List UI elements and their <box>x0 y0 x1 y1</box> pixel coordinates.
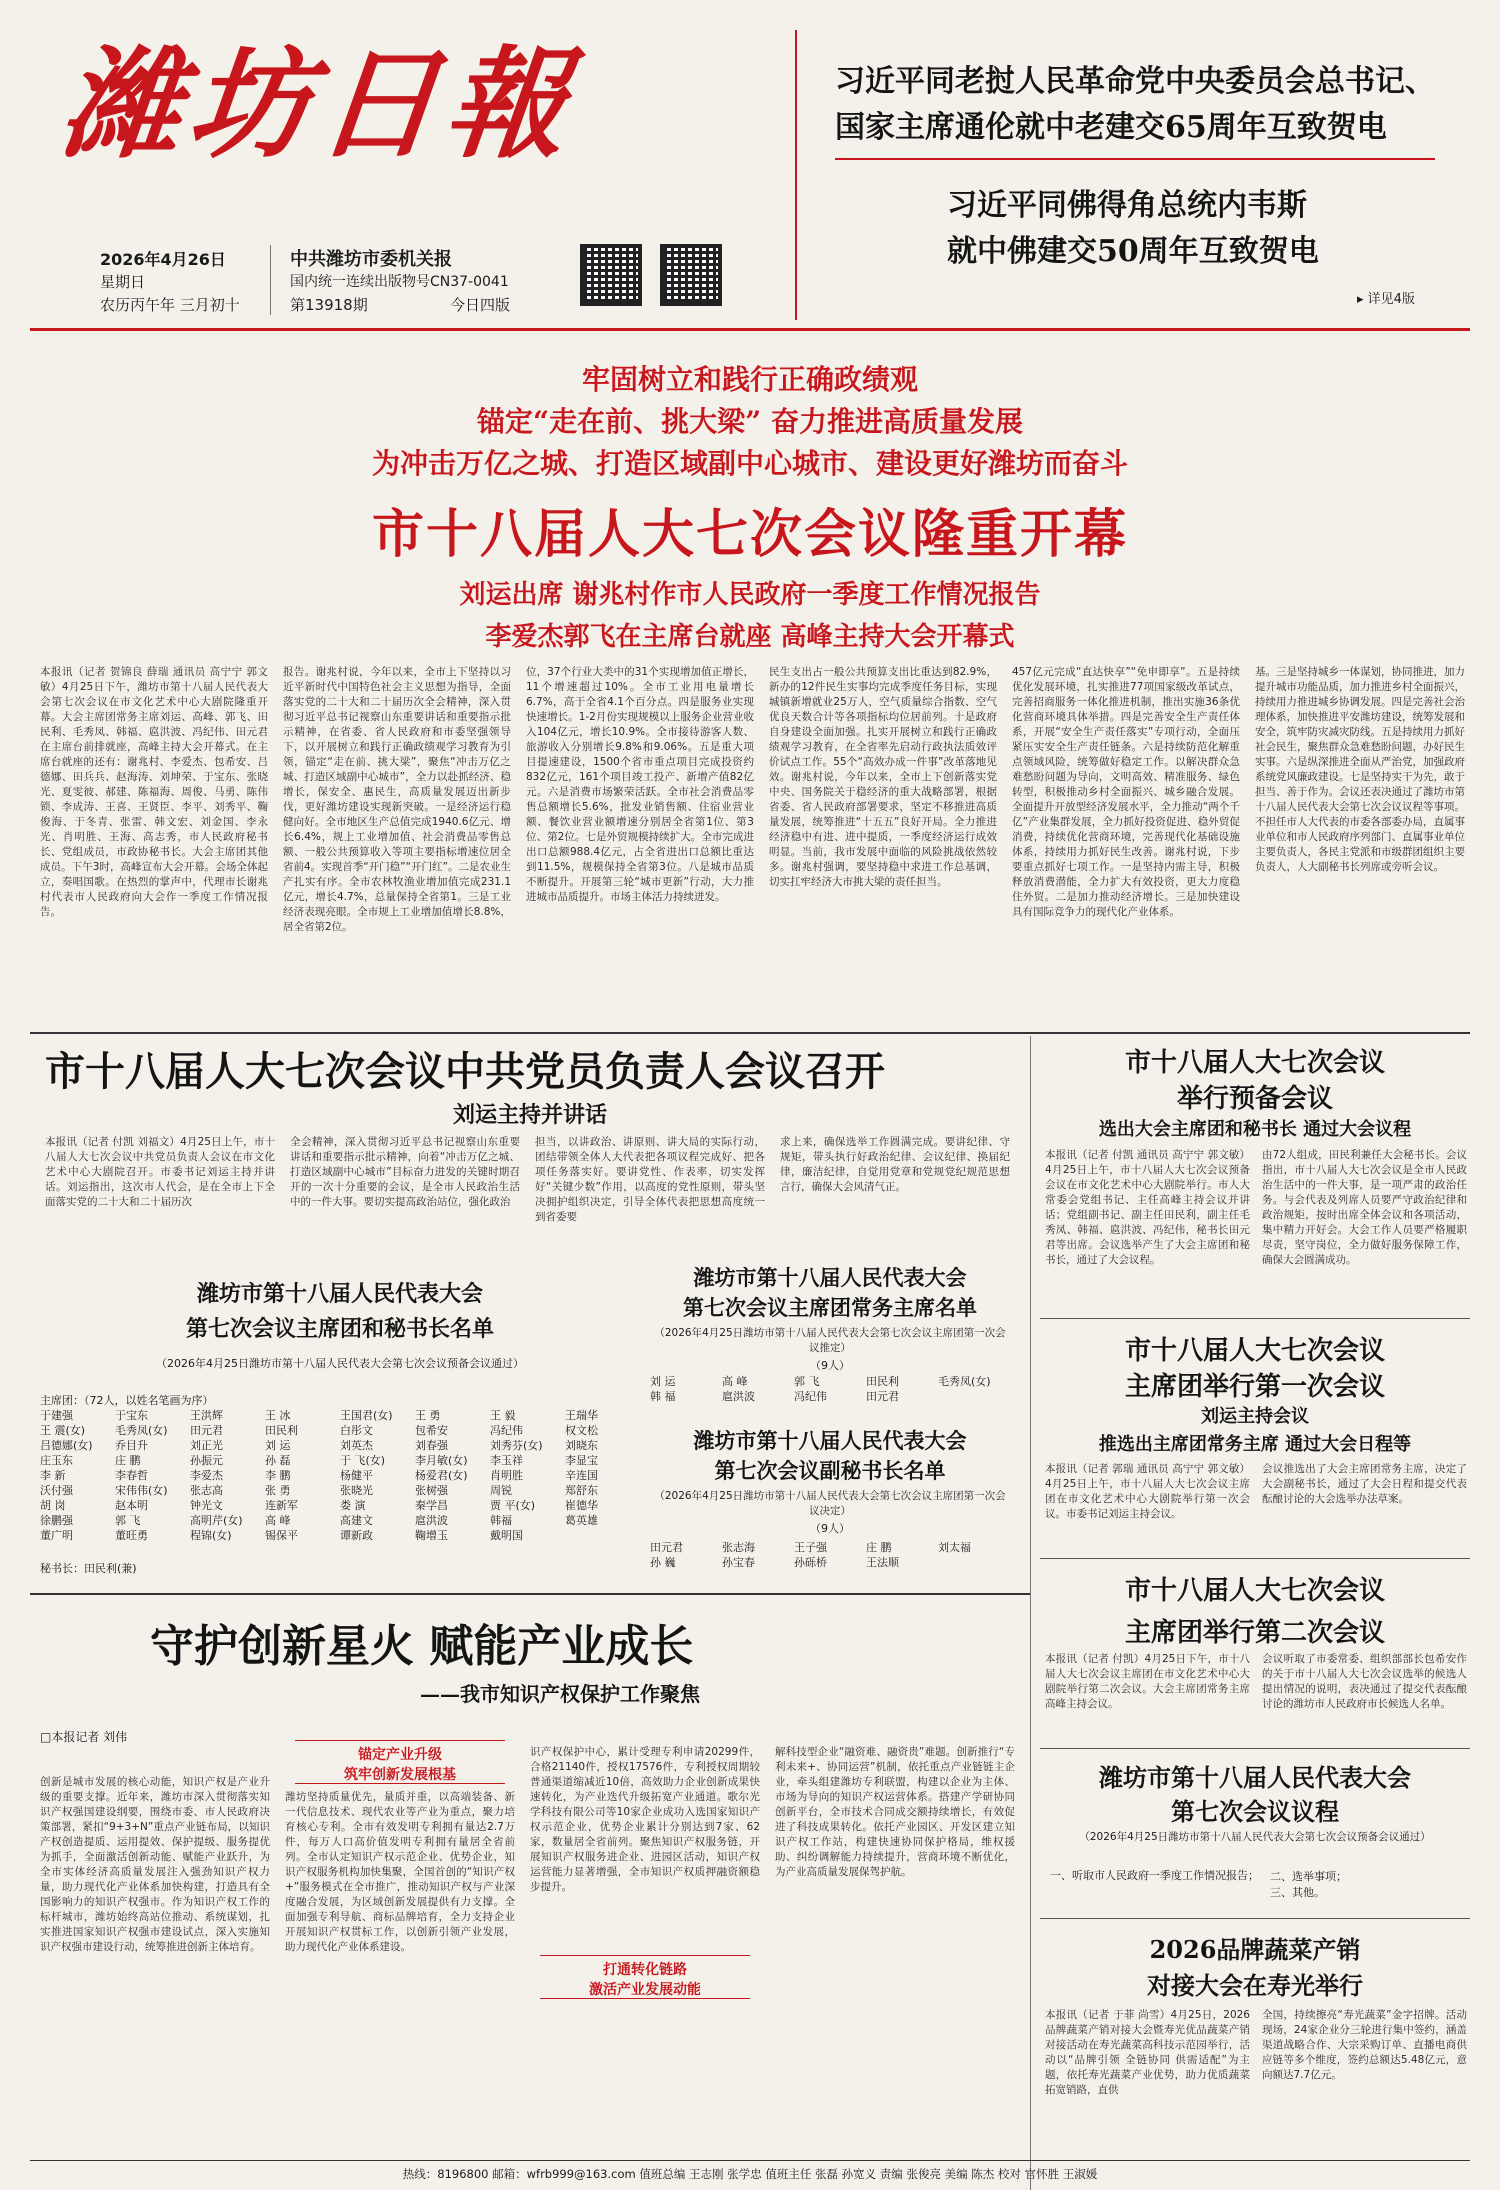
newspaper-logo: 濰坊日報 <box>54 34 582 175</box>
presidium-list-title-2: 第七次会议主席团和秘书长名单 <box>185 1316 494 1342</box>
name-entry: 锡保平 <box>265 1529 298 1542</box>
name-entry: 徐鹏强 <box>40 1514 73 1527</box>
name-entry: 田元君 <box>866 1390 899 1403</box>
name-entry: 刘晓东 <box>565 1439 598 1452</box>
deputy-secretaries-count: （9人） <box>810 1522 850 1535</box>
name-entry: 张 勇 <box>265 1484 291 1497</box>
name-entry: 王国君(女) <box>340 1409 393 1422</box>
name-entry: 庄 鹏 <box>115 1454 141 1467</box>
presidium-second-col-2: 会议听取了市委常委、组织部部长包希安作的关于市十八届人大七次会议选举的候选人提出情况的说明，表决通过了提交代表酝酿讨论的潍坊市人民政府市长候选人名单。 <box>1262 1653 1467 1710</box>
ip-box-2-line2: 激活产业发展动能 <box>589 1982 701 1998</box>
name-entry: 白彤文 <box>340 1424 373 1437</box>
name-entry: 胡 岗 <box>40 1499 66 1512</box>
presidium-list-lead: 主席团：（72人，以姓名笔画为序） <box>40 1394 214 1407</box>
name-entry: 李春哲 <box>115 1469 148 1482</box>
agenda-item-3: 三、其他。 <box>1270 1886 1325 1899</box>
lead-col-3: 位，37个行业大类中的31个实现增加值正增长，11个增速超过10%。全市工业用电量增长6.7%，高于全省4.1个百分点。四是服务业实现快速增长。1-2月份实现规模以上服务企业营业收入104亿元，增长10.9%。全市接待游客人数、旅游收入分别增长9.8%和9.06%。五是重大项目提速建设，1500个省市重点项目完成投资约832亿元，161个项目竣工投产、新增产值82亿元。六是消费市场繁荣活跃。全市社会消费品零售总额增长5.6%，批发业销售额、住宿业营业额、餐饮业营业额增速分别居全省第1位、第3位、第2位。七是外贸规模持续扩大。全市完成进出口总额988.4亿元，占全省进出口总额比重达到11.5%，规模保持全省第3位。八是城市品质不断提升。开展第三轮“城市更新”行动，大力推进城市品质提升。市场主体活力持续迸发。 <box>526 666 754 903</box>
name-entry: 连新军 <box>265 1499 298 1512</box>
name-entry: 高建文 <box>340 1514 373 1527</box>
party-col-2: 全会精神，深入贯彻习近平总书记视察山东重要讲话和重要指示批示精神，向着“冲击万亿之城、打造区域副中心城市”目标奋力进发的关键时期召开的一次十分重要的会议，是全市人民政治生活中的一件大事。要切实提高政治站位，强化政治 <box>290 1136 520 1208</box>
name-entry: 贾 平(女) <box>490 1499 536 1512</box>
name-entry: 刘秀芬(女) <box>490 1439 543 1452</box>
name-entry: 王法顺 <box>866 1556 899 1569</box>
name-entry: 孙砾桥 <box>794 1556 827 1569</box>
lead-kicker-3: 为冲击万亿之城、打造区域副中心城市、建设更好潍坊而奋斗 <box>371 447 1128 480</box>
cn-number: 国内统一连续出版物号CN37-0041 <box>290 274 509 290</box>
ip-col-1: 创新是城市发展的核心动能，知识产权是产业升级的重要支撑。近年来，潍坊市深入贯彻落实知识产权强国建设纲要，围绕市委、市人民政府决策部署，紧扣“9+3+N”重点产业链布局，以知识产权创造提质、运用提效、保护提级、服务提优为抓手，全面激活创新动能、赋能产业跃升，为全市实体经济高质量发展注入强劲知识产权力量，助力现代化产业体系加快构建，打造具有全国影响力的知识产权强市。作为知识产权工作的标杆城市，潍坊始终高站位推动、系统谋划，扎实推进国家知识产权强市建设试点，深入实施知识产权强市建设行动，统筹推进创新主体培育。 <box>40 1776 270 1953</box>
party-meeting-subtitle: 刘运主持并讲话 <box>452 1102 607 1128</box>
top-headline-line4: 就中佛建交50周年互致贺电 <box>947 234 1319 269</box>
name-entry: 刘 运 <box>650 1375 676 1388</box>
name-entry: 王子强 <box>794 1541 827 1554</box>
name-entry <box>565 1528 640 1543</box>
name-entry: 郑舒东 <box>565 1484 598 1497</box>
page-count: 今日四版 <box>450 296 511 314</box>
name-entry: 扈洪波 <box>415 1514 448 1527</box>
name-entry: 李爱杰 <box>190 1469 223 1482</box>
name-entry: 辛连国 <box>565 1469 598 1482</box>
name-entry: 孙振元 <box>190 1454 223 1467</box>
name-entry: 王 勇 <box>415 1409 441 1422</box>
name-entry: 韩 福 <box>650 1390 676 1403</box>
name-entry: 乔目升 <box>115 1439 148 1452</box>
presidium-second-col-1: 本报讯（记者 付凯）4月25日下午，市十八届人大七次会议主席团在市文化艺术中心大剧院举行第二次会议。大会主席团常务主席高峰主持会议。 <box>1045 1653 1250 1710</box>
ip-col-3: 识产权保护中心，累计受理专利申请20299件，合格21140件，授权17576件，专利授权周期较普通渠道缩减近10倍，高效助力企业创新成果快速转化，为产业迭代升级拓宽产业通道。歌尔光学科技有限公司等10家企业成功入选国家知识产权示范企业，优势企业累计分别达到7家、62家，数量居全省前列。聚焦知识产权服务链，开展知识产权服务进企业、进园区活动，知识产权运营能力显著增强，全市知识产权质押融资额稳步提升。 <box>530 1746 760 1893</box>
top-headline-line3: 习近平同佛得角总统内韦斯 <box>947 188 1307 223</box>
name-entry: 李月敏(女) <box>415 1454 468 1467</box>
agenda-title-2: 第七次会议议程 <box>1171 1797 1339 1826</box>
name-entry: 葛英雄 <box>565 1514 598 1527</box>
lead-col-5: 457亿元完成“直达快享”“免申即享”。五是持续优化发展环境，扎实推进77项国家级改革试点，完善招商服务一体化推进机制，推出实施36条优化营商环境具体举措。四是完善安全生产责任体系，开展“安全生产责任落实”专项行动，全面压紧压实安全生产责任链条。六是持续防范化解重点领域风险，统筹做好稳定工作。以解决群众急难愁盼问题为导向，文明高效、精准服务、绿色转型，积极推动乡村全面振兴、城乡融合发展。全面提升开放型经济发展水平，全力推动“两个千亿”产业集群发展，全力抓好投资促进、稳外贸促消费，持续优化营商环境，完善现代化基础设施体系，持续用力抓好民生改善。谢兆村说，下步要重点抓好七项工作。一是坚持内需主导，积极释放消费潜能，全力扩大有效投资，更大力度稳住外贸。二是加力推动经济增长。三是加快建设具有国际竞争力的现代化产业体系。 <box>1012 666 1240 918</box>
name-entry: 王 震(女) <box>40 1424 86 1437</box>
presidium-list-note: （2026年4月25日潍坊市第十八届人民代表大会第七次会议预备会议通过） <box>156 1357 524 1370</box>
name-entry: 肖明胜 <box>490 1469 523 1482</box>
name-entry: 戴明国 <box>490 1529 523 1542</box>
party-col-4: 求上来，确保选举工作圆满完成。要讲纪律、守规矩，带头执行好政治纪律、会议纪律、换届纪律，廉洁纪律，自觉用党章和党规党纪规范思想言行，确保大会风清气正。 <box>780 1136 1010 1193</box>
name-entry: 吕德娜(女) <box>40 1439 93 1452</box>
name-entry: 董广明 <box>40 1529 73 1542</box>
name-entry: 李 新 <box>40 1469 66 1482</box>
name-entry: 毛秀凤(女) <box>115 1424 168 1437</box>
lead-subtitle-2: 李爱杰郭飞在主席台就座 高峰主持大会开幕式 <box>485 622 1015 652</box>
name-entry: 李显宝 <box>565 1454 598 1467</box>
name-entry: 刘春强 <box>415 1439 448 1452</box>
name-entry: 冯纪伟 <box>490 1424 523 1437</box>
name-entry: 于宝东 <box>115 1409 148 1422</box>
presidium-first-col-1: 本报讯（记者 郭瑞 通讯员 高宁宁 郭文敏）4月25日上午，市十八届人大七次会议主席团在市文化艺术中心大剧院举行第一次会议。市委书记刘运主持会议。 <box>1045 1463 1250 1520</box>
issue-lunar-date: 农历丙午年 三月初十 <box>100 296 240 314</box>
lead-col-1: 本报讯（记者 贺锦良 薛瑞 通讯员 高宁宁 郭文敏）4月25日下午，潍坊市第十八届人民代表大会第七次会议在市文化艺术中心大剧院隆重开幕。大会主席团常务主席刘运、高峰、郭飞、田民利、毛秀凤、韩福、扈洪波、冯纪伟、田元君在主席台前排就座，高峰主持大会开幕式。在主席台就座的还有：谢兆村、李爱杰、包希安、吕德娜、田兵兵、赵海涛、刘坤荣、于宝东、张晓光、夏雯彼、郝建、陈福海、周俊、马勇、陈伟锁、李成涛、王喜、王贤臣、李平、刘秀平、鞠俊海、于冬青、张雷、韩文宏、刘金国、李永光、肖明胜、王海、高志秀，市人民政府秘书长、党组成员，市政协秘书长。大会主席团其他成员。下午3时，高峰宣布大会开幕。会场全体起立，奏唱国歌。在热烈的掌声中，代理市长谢兆村代表市人民政府向大会作一季度工作情况报告。 <box>40 666 268 918</box>
ip-col-4: 解科技型企业“融资难、融资贵”难题。创新推行“专利未来+、协同运营”机制，依托重点产业链链主企业，牵头组建潍坊专利联盟，构建以企业为主体、市场为导向的知识产权运营体系。搭建产学研协同创新平台，全市技术合同成交额持续增长，有效促进了科技成果转化。依托产业园区、开发区建立知识产权工作站，构建快速协同保护格局，维权援助、纠纷调解能力持续提升，营商环境不断优化，为产业高质量发展保驾护航。 <box>775 1746 1015 1878</box>
standing-chairs-note: （2026年4月25日潍坊市第十八届人民代表大会第七次会议主席团第一次会议推定） <box>654 1327 1006 1354</box>
name-entry: 权文松 <box>565 1424 598 1437</box>
standing-chairs-title-1: 潍坊市第十八届人民代表大会 <box>693 1265 967 1290</box>
deputy-secretaries-title-2: 第七次会议副秘书长名单 <box>714 1458 946 1483</box>
name-entry: 于 飞(女) <box>340 1454 386 1467</box>
name-entry: 高明芹(女) <box>190 1514 243 1527</box>
agenda-item-1: 一、听取市人民政府一季度工作情况报告； <box>1050 1869 1259 1882</box>
name-entry: 李 鹏 <box>265 1469 291 1482</box>
name-entry: 田元君 <box>650 1541 683 1554</box>
deputy-secretaries-note: （2026年4月25日潍坊市第十八届人民代表大会第七次会议主席团第一次会议决定） <box>654 1490 1006 1517</box>
name-entry: 冯纪伟 <box>794 1390 827 1403</box>
top-headline-line1: 习近平同老挝人民革命党中央委员会总书记、 <box>835 64 1435 99</box>
see-page-note[interactable]: ▸ 详见4版 <box>1357 292 1415 307</box>
ip-feature-title: 守护创新星火 赋能产业成长 <box>150 1621 694 1672</box>
name-entry: 王 冰 <box>265 1409 291 1422</box>
presidium-first-sub-2: 推选出主席团常务主席 通过大会日程等 <box>1098 1434 1412 1455</box>
party-meeting-title: 市十八届人大七次会议中共党员负责人会议召开 <box>45 1048 885 1095</box>
lead-col-6: 基。三是坚持城乡一体谋划，协同推进，加力提升城市功能品质，加力推进乡村全面振兴，持续用力推进城乡协调发展。四是完善社会治理体系，加快推进平安潍坊建设，统筹发展和安全，筑牢防灾减灾防线。五是持续用力抓好社会民生，聚焦群众急难愁盼问题，办好民生实事。六是纵深推进全面从严治党，加强政府系统党风廉政建设。七是坚持实干为先，敢于担当、善于作为。会议还表决通过了潍坊市第十八届人民代表大会第七次会议议程等事项。不担任市人大代表的市委各部委办局，直属事业单位和市人民政府序列部门、直属事业单位主要负责人，各民主党派和市级群团组织主要负责人，人大副秘书长列席或旁听会议。 <box>1255 666 1465 873</box>
name-entry: 刘 运 <box>265 1439 291 1452</box>
lead-title: 市十八届人大七次会议隆重开幕 <box>371 504 1128 565</box>
name-entry: 孙 磊 <box>265 1454 291 1467</box>
ip-feature-subtitle: ——我市知识产权保护工作聚焦 <box>420 1682 700 1706</box>
name-entry: 娄 演 <box>340 1499 366 1512</box>
name-entry: 王瑞华 <box>565 1409 598 1422</box>
deputy-secretaries-names <box>650 1540 1010 1570</box>
name-entry: 郭 飞 <box>115 1514 141 1527</box>
issue-weekday: 星期日 <box>100 273 146 291</box>
qr-code-2 <box>660 244 722 306</box>
presidium-second-title-1: 市十八届人大七次会议 <box>1124 1576 1385 1606</box>
name-entry: 崔德华 <box>565 1499 598 1512</box>
see-page-label: 详见4版 <box>1367 292 1415 307</box>
name-entry: 刘英杰 <box>340 1439 373 1452</box>
top-headline-line2: 国家主席通伦就中老建交65周年互致贺电 <box>835 110 1387 145</box>
footer-credits: 热线：8196800 邮箱：wfrb999@163.com 值班总编 王志刚 张学忠 值班主任 张磊 孙宽义 责编 张俊亮 美编 陈杰 校对 官怀胜 王淑媛 <box>402 2167 1098 2181</box>
name-entry: 秦学昌 <box>415 1499 448 1512</box>
agenda-note: （2026年4月25日潍坊市第十八届人民代表大会第七次会议预备会议通过） <box>1079 1831 1431 1843</box>
lead-kicker-1: 牢固树立和践行正确政绩观 <box>581 363 918 396</box>
vegetable-fair-col-2: 全国，持续擦亮“寿光蔬菜”金字招牌。活动现场，24家企业分三轮进行集中签约，涵盖渠道战略合作、大宗采购订单、直播电商供应链等多个维度，签约总额达5.48亿元，意向额达7.7亿元。 <box>1262 2009 1467 2081</box>
name-entry: 张志海 <box>722 1541 755 1554</box>
issue-number: 第13918期 <box>290 296 368 314</box>
prep-meeting-title-2: 举行预备会议 <box>1176 1084 1333 1114</box>
lead-kicker-2: 锚定“走在前、挑大梁” 奋力推进高质量发展 <box>477 405 1023 438</box>
prep-meeting-subtitle: 选出大会主席团和秘书长 通过大会议程 <box>1098 1119 1412 1140</box>
name-entry: 张晓光 <box>340 1484 373 1497</box>
party-col-1: 本报讯（记者 付凯 刘福文）4月25日上午，市十八届人大七次会议中共党员负责人会议在市文化艺术中心大剧院召开。市委书记刘运主持并讲话。刘运指出，这次市人代会，是在全市上下全面落实党的二十大和二十届历次 <box>45 1136 275 1208</box>
standing-chairs-count: （9人） <box>810 1359 850 1372</box>
ip-box-1-line1: 锚定产业升级 <box>358 1747 442 1763</box>
name-entry: 张树强 <box>415 1484 448 1497</box>
prep-meeting-col-2: 由72人组成，田民利兼任大会秘书长。会议指出，市十八届人大七次会议是全市人民政治生活中的一件大事，是一项严肃的政治任务。与会代表及列席人员要严守政治纪律和政治规矩，按时出席全体会议和各项活动，集中精力开好会。大会工作人员要严格履职尽责，坚守岗位，全力做好服务保障工作，确保大会圆满成功。 <box>1262 1149 1467 1266</box>
name-entry: 于建强 <box>40 1409 73 1422</box>
ip-col-2: 潍坊坚持质量优先，量质并重，以高端装备、新一代信息技术、现代农业等产业为重点，聚力培育核心专利。全市有效发明专利拥有量达2.7万件，每万人口高价值发明专利拥有量居全省前列。全市认定知识产权示范企业、优势企业，知识产权服务机构加快集聚，全国首创的“知识产权+”服务模式在全市推广，推动知识产权与产业深度融合发展，为区域创新发展提供有力支撑。全面加强专利导航、商标品牌培育，全力支持企业开展知识产权贯标工作，以创新引领产业发展，助力现代化产业体系建设。 <box>285 1791 515 1953</box>
prep-meeting-title-1: 市十八届人大七次会议 <box>1124 1048 1385 1078</box>
name-entry: 谭新政 <box>340 1529 373 1542</box>
name-entry <box>938 1555 1010 1570</box>
name-entry: 李玉祥 <box>490 1454 523 1467</box>
presidium-second-title-2: 主席团举行第二次会议 <box>1124 1618 1385 1648</box>
top-news-box <box>795 30 1465 320</box>
issue-date: 2026年4月26日 <box>100 250 226 269</box>
name-entry: 钟光文 <box>190 1499 223 1512</box>
vegetable-fair-title-1: 2026品牌蔬菜产销 <box>1149 1935 1361 1964</box>
name-entry: 赵本明 <box>115 1499 148 1512</box>
presidium-names <box>40 1408 640 1543</box>
name-entry: 田元君 <box>190 1424 223 1437</box>
vegetable-fair-col-1: 本报讯（记者 于菲 尚雪）4月25日，2026品牌蔬菜产销对接大会暨寿光优品蔬菜产销对接活动在寿光蔬菜高科技示范园举行，活动以“品牌引领 全链协同 供需适配”为主题，依托寿光蔬菜产业优势，助力优质蔬菜拓宽销路，直供 <box>1045 2009 1250 2096</box>
party-col-3: 担当，以讲政治、讲原则、讲大局的实际行动，团结带领全体人大代表把各项议程完成好、把各项任务落实好。要讲党性、作表率，切实发挥好“关键少数”作用，以高度的党性原则，带头坚决拥护组织决定，引导全体代表把思想高度统一到省委要 <box>535 1136 765 1223</box>
ip-col-3b <box>530 2005 760 2155</box>
deputy-secretaries-title-1: 潍坊市第十八届人民代表大会 <box>693 1428 967 1453</box>
name-entry: 韩福 <box>490 1514 512 1527</box>
name-entry: 郭 飞 <box>794 1375 820 1388</box>
presidium-first-col-2: 会议推选出了大会主席团常务主席，决定了大会副秘书长，通过了大会日程和提交代表酝酿讨论的大会选举办法草案。 <box>1262 1463 1467 1505</box>
name-entry: 田民利 <box>265 1424 298 1437</box>
ip-box-1 <box>295 1740 505 1784</box>
name-entry: 董旺勇 <box>115 1529 148 1542</box>
standing-chairs-names <box>650 1374 1010 1404</box>
name-entry: 张志高 <box>190 1484 223 1497</box>
name-entry: 孙宝春 <box>722 1556 755 1569</box>
ip-box-2-line1: 打通转化链路 <box>603 1962 687 1978</box>
publisher: 中共潍坊市委机关报 <box>290 249 452 270</box>
qr-code-1 <box>580 244 642 306</box>
lead-subtitle-1: 刘运出席 谢兆村作市人民政府一季度工作情况报告 <box>459 580 1041 610</box>
name-entry: 高 峰 <box>722 1375 748 1388</box>
name-entry: 沃付强 <box>40 1484 73 1497</box>
name-entry: 高 峰 <box>265 1514 291 1527</box>
presidium-first-sub-1: 刘运主持会议 <box>1201 1406 1309 1427</box>
name-entry: 庄玉东 <box>40 1454 73 1467</box>
name-entry: 王洪辉 <box>190 1409 223 1422</box>
name-entry: 王 毅 <box>490 1409 516 1422</box>
secretary-general: 秘书长：田民利(兼) <box>40 1562 137 1575</box>
standing-chairs-title-2: 第七次会议主席团常务主席名单 <box>683 1295 977 1320</box>
presidium-first-title-2: 主席团举行第一次会议 <box>1124 1372 1385 1402</box>
ip-byline: □本报记者 刘伟 <box>40 1730 128 1744</box>
name-entry <box>938 1389 1010 1404</box>
agenda-title-1: 潍坊市第十八届人民代表大会 <box>1099 1763 1411 1792</box>
name-entry: 程锦(女) <box>190 1529 232 1542</box>
name-entry: 田民利 <box>866 1375 899 1388</box>
agenda-item-2: 二、选举事项； <box>1270 1870 1347 1883</box>
name-entry: 杨健平 <box>340 1469 373 1482</box>
presidium-list-title-1: 潍坊市第十八届人民代表大会 <box>196 1281 483 1307</box>
vegetable-fair-title-2: 对接大会在寿光举行 <box>1147 1971 1363 2000</box>
name-entry: 庄 鹏 <box>866 1541 892 1554</box>
name-entry: 鞠增玉 <box>415 1529 448 1542</box>
presidium-first-title-1: 市十八届人大七次会议 <box>1124 1336 1385 1366</box>
name-entry: 宋伟伟(女) <box>115 1484 168 1497</box>
name-entry: 包希安 <box>415 1424 448 1437</box>
name-entry: 杨爱君(女) <box>415 1469 468 1482</box>
name-entry: 周锐 <box>490 1484 512 1497</box>
name-entry: 刘太福 <box>938 1541 971 1554</box>
lead-col-4: 民生支出占一般公共预算支出比重达到82.9%，新办的12件民生实事均完成季度任务目标，实现城镇新增就业25万人，空气质量综合指数、空气优良天数合计等各项指标均位居前列。十是政府自身建设全面加强。扎实开展树立和践行正确政绩观学习教育，在全省率先启动行政执法质效评价试点工作。55个“高效办成一件事”改革落地见效。谢兆村说，今年以来，全市上下创新落实党中央、国务院关于稳经济的重大战略部署，根据省委、省人民政府部署要求，坚定不移推进高质量发展，统筹推进“十五五”良好开局。全力推进经济稳中有进、进中提质，一季度经济运行成效明显。当前，我市发展中面临的风险挑战依然较多。谢兆村强调，要坚持稳中求进工作总基调，切实扛牢经济大市挑大梁的责任担当。 <box>769 666 997 888</box>
name-entry: 毛秀凤(女) <box>938 1375 991 1388</box>
ip-box-1-line2: 筑牢创新发展根基 <box>344 1767 456 1783</box>
name-entry: 刘正光 <box>190 1439 223 1452</box>
lead-col-2: 报告。谢兆村说，今年以来，全市上下坚持以习近平新时代中国特色社会主义思想为指导，全面落实党的二十大和二十届历次全会精神，深入贯彻习近平总书记视察山东重要讲话和重要指示批示精神，在省委、省人民政府和市委坚强领导下，以开展树立和践行正确政绩观学习教育为引领，锚定“走在前、挑大梁”，聚焦“冲击万亿之城、打造区域副中心城市”，全力以赴抓经济、稳增长，保安全、惠民生，高质量发展迈出新步伐，更好潍坊建设实现新突破。一是经济运行稳健向好。全市地区生产总值完成1940.6亿元、增长6.4%，规上工业增加值、社会消费品零售总额、一般公共预算收入等项主要指标增速位居全省前4。实现首季“开门稳”“开门红”。二是农业生产扎实有序。全市农林牧渔业增加值完成231.1亿元，增长4.7%，总量保持全省第1。三是工业经济表现亮眼。全市规上工业增加值增长8.8%，居全省第2位。 <box>283 666 511 933</box>
name-entry: 孙 巍 <box>650 1556 676 1569</box>
name-entry: 扈洪波 <box>722 1390 755 1403</box>
prep-meeting-col-1: 本报讯（记者 付凯 通讯员 高宁宁 郭文敏）4月25日上午，市十八届人大七次会议预备会议在市文化艺术中心大剧院举行。市人大常委会党组书记、主任高峰主持会议并讲话；党组副书记、副主任田民利，副主任毛秀凤、韩福、扈洪波、冯纪伟，秘书长田元君等出席。会议选举产生了大会主席团和秘书长，通过了大会议程。 <box>1045 1149 1250 1266</box>
ip-box-2 <box>540 1955 750 1999</box>
